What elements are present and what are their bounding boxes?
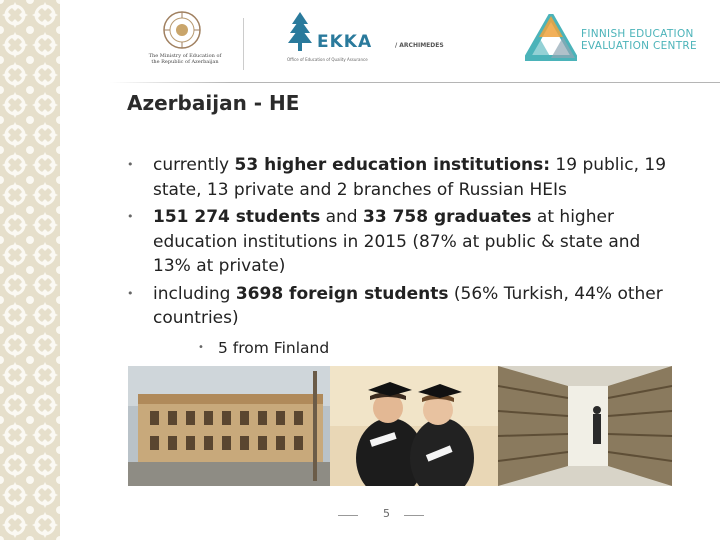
slide-title: Azerbaijan - HE (127, 91, 300, 115)
bullet-text-segment: including (153, 283, 236, 304)
bullet-text-segment: (56% Turkish, 44% other countries) (153, 283, 663, 328)
sub-bullet-item (198, 337, 680, 359)
header-divider (110, 82, 720, 83)
ministry-logo-line1: The Ministry of Education of (148, 53, 222, 59)
bullet-text-segment: at higher education institutions in 2015 (87% at public & state and 13% at private) (153, 207, 641, 276)
bullet-emphasis: 33 758 graduates (363, 207, 532, 227)
bullet-text (153, 207, 640, 276)
ministry-logo-line2: the Republic of Azerbaijan (151, 59, 219, 65)
bullet-text-segment: and (320, 207, 363, 227)
sub-bullet-marker: • (198, 341, 204, 353)
tree-icon (287, 12, 313, 52)
bullet-text (153, 284, 663, 329)
page-number: 5 (383, 507, 390, 520)
university-building-photo (128, 366, 330, 486)
decorative-side-pattern (0, 0, 60, 540)
bullet-text (153, 155, 666, 200)
ministry-logo (110, 10, 260, 70)
bullet-text-segment: 19 public, 19 state, 13 private and 2 branches of Russian HEIs (153, 155, 667, 200)
footer-rule-right (404, 515, 424, 516)
bullet-emphasis: 3698 foreign students (235, 283, 449, 304)
finnish-logo-line1: FINNISH EDUCATION (581, 28, 694, 40)
ekka-name: EKKA (317, 32, 373, 52)
logo-bar (60, 0, 720, 80)
bullet-item (120, 282, 680, 359)
graduates-photo (330, 366, 498, 486)
sub-bullet-text: 5 from Finland (218, 338, 330, 357)
bullet-list (120, 153, 680, 362)
bullet-marker: • (127, 210, 134, 223)
ministry-emblem-icon (162, 10, 202, 50)
finnish-logo-line2: EVALUATION CENTRE (581, 40, 697, 52)
bullet-item (120, 153, 680, 202)
archimedes-label: / ARCHIMEDES (395, 42, 444, 49)
footer-rule-left (338, 515, 358, 516)
bullet-marker: • (127, 158, 134, 171)
ekka-subtitle: Office of Education of Quality Assurance (287, 57, 368, 62)
ekka-logo (285, 12, 455, 67)
bullet-emphasis: 53 higher education institutions: (234, 155, 551, 175)
bullet-item (120, 205, 680, 279)
bullet-marker: • (127, 286, 134, 300)
bullet-text-segment: currently (153, 155, 235, 175)
finnish-evaluation-logo (525, 14, 715, 66)
bullet-emphasis: 151 274 students (153, 207, 321, 227)
library-photo (498, 366, 672, 486)
triangle-logo-icon (525, 14, 577, 62)
